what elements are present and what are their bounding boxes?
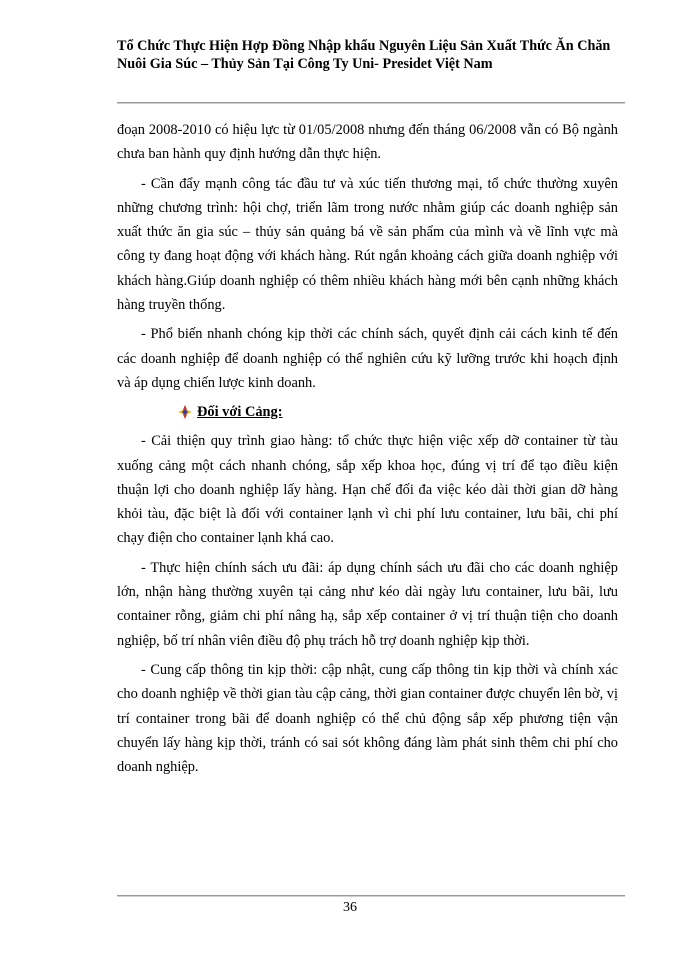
paragraph-continuation: đoạn 2008-2010 có hiệu lực từ 01/05/2008 nhưng đến tháng 06/2008 vẫn có Bộ ngành chưa ban hành quy định hướng dẫn thực hiện. (117, 122, 618, 163)
paragraph-policy-dissemination: - Phổ biến nhanh chóng kịp thời các chính sách, quyết định cải cách kinh tế đến các doanh nghiệp để doanh nghiệp có thể nghiên cứu kỹ lưỡng trước khi hoạch định và áp dụng chiến lược kinh doanh. (117, 326, 618, 391)
running-header-title: Tổ Chức Thực Hiện Hợp Đồng Nhập khẩu Nguyên Liệu Sản Xuất Thức Ăn Chăn Nuôi Gia Súc – Thủy Sản Tại Công Ty Uni- Presidet Việt Nam (117, 38, 611, 72)
paragraph-trade-promotion: - Cần đẩy mạnh công tác đầu tư và xúc tiến thương mại, tổ chức thường xuyên những chương trình: hội chợ, triển lãm trong nước nhằm giúp các doanh nghiệp sản xuất thức ăn gia súc – thủy sản quảng bá về sản phẩm của mình và về lĩnh vực mà công ty đang hoạt động với khách hàng. Rút ngắn khoảng cách giữa doanh nghiệp với khách hàng.Giúp doanh nghiệp có thêm nhiều khách hàng mới bên cạnh những khách hàng truyền thống. (117, 175, 618, 314)
body-content (117, 118, 618, 784)
header-divider (117, 102, 625, 104)
footer-divider (117, 895, 625, 897)
paragraph-timely-information: - Cung cấp thông tin kịp thời: cập nhật, cung cấp thông tin kịp thời và chính xác cho doanh nghiệp về thời gian tàu cập cảng, thời gian container được chuyển lên bờ, vị trí container trong bãi để doanh nghiệp có thể chủ động sắp xếp phương tiện vận chuyển lấy hàng kịp thời, tránh có sai sót không đáng làm phát sinh thêm chi phí cho doanh nghiệp. (117, 661, 618, 776)
subheading-text: Đối với Cảng: (197, 404, 283, 421)
diamond-bullet-icon (177, 404, 193, 420)
paragraph-delivery-process: - Cải thiện quy trình giao hàng: tổ chức thực hiện việc xếp dỡ container từ tàu xuống cảng một cách nhanh chóng, sắp xếp khoa học, đúng vị trí để tạo điều kiện thuận lợi cho doanh nghiệp lấy hàng. Hạn chế đối đa việc kéo dài thời gian dỡ hàng khỏi tàu, đặc biệt là đối với container lạnh vì chi phí lưu container, lưu bãi, chi phí chạy điện cho container lạnh khá cao. (117, 433, 618, 547)
page-number: 36 (343, 900, 357, 915)
paragraph-incentive-policy: - Thực hiện chính sách ưu đãi: áp dụng chính sách ưu đãi cho các doanh nghiệp lớn, nhận hàng thường xuyên tại cảng như kéo dài ngày lưu container, lưu bãi, lưu container rỗng, giảm chi phí nâng hạ, sắp xếp container ở vị trí thuận tiện cho doanh nghiệp, bố trí nhân viên điều độ phụ trách hỗ trợ doanh nghiệp kịp thời. (117, 559, 618, 649)
section-subheading (177, 400, 618, 424)
